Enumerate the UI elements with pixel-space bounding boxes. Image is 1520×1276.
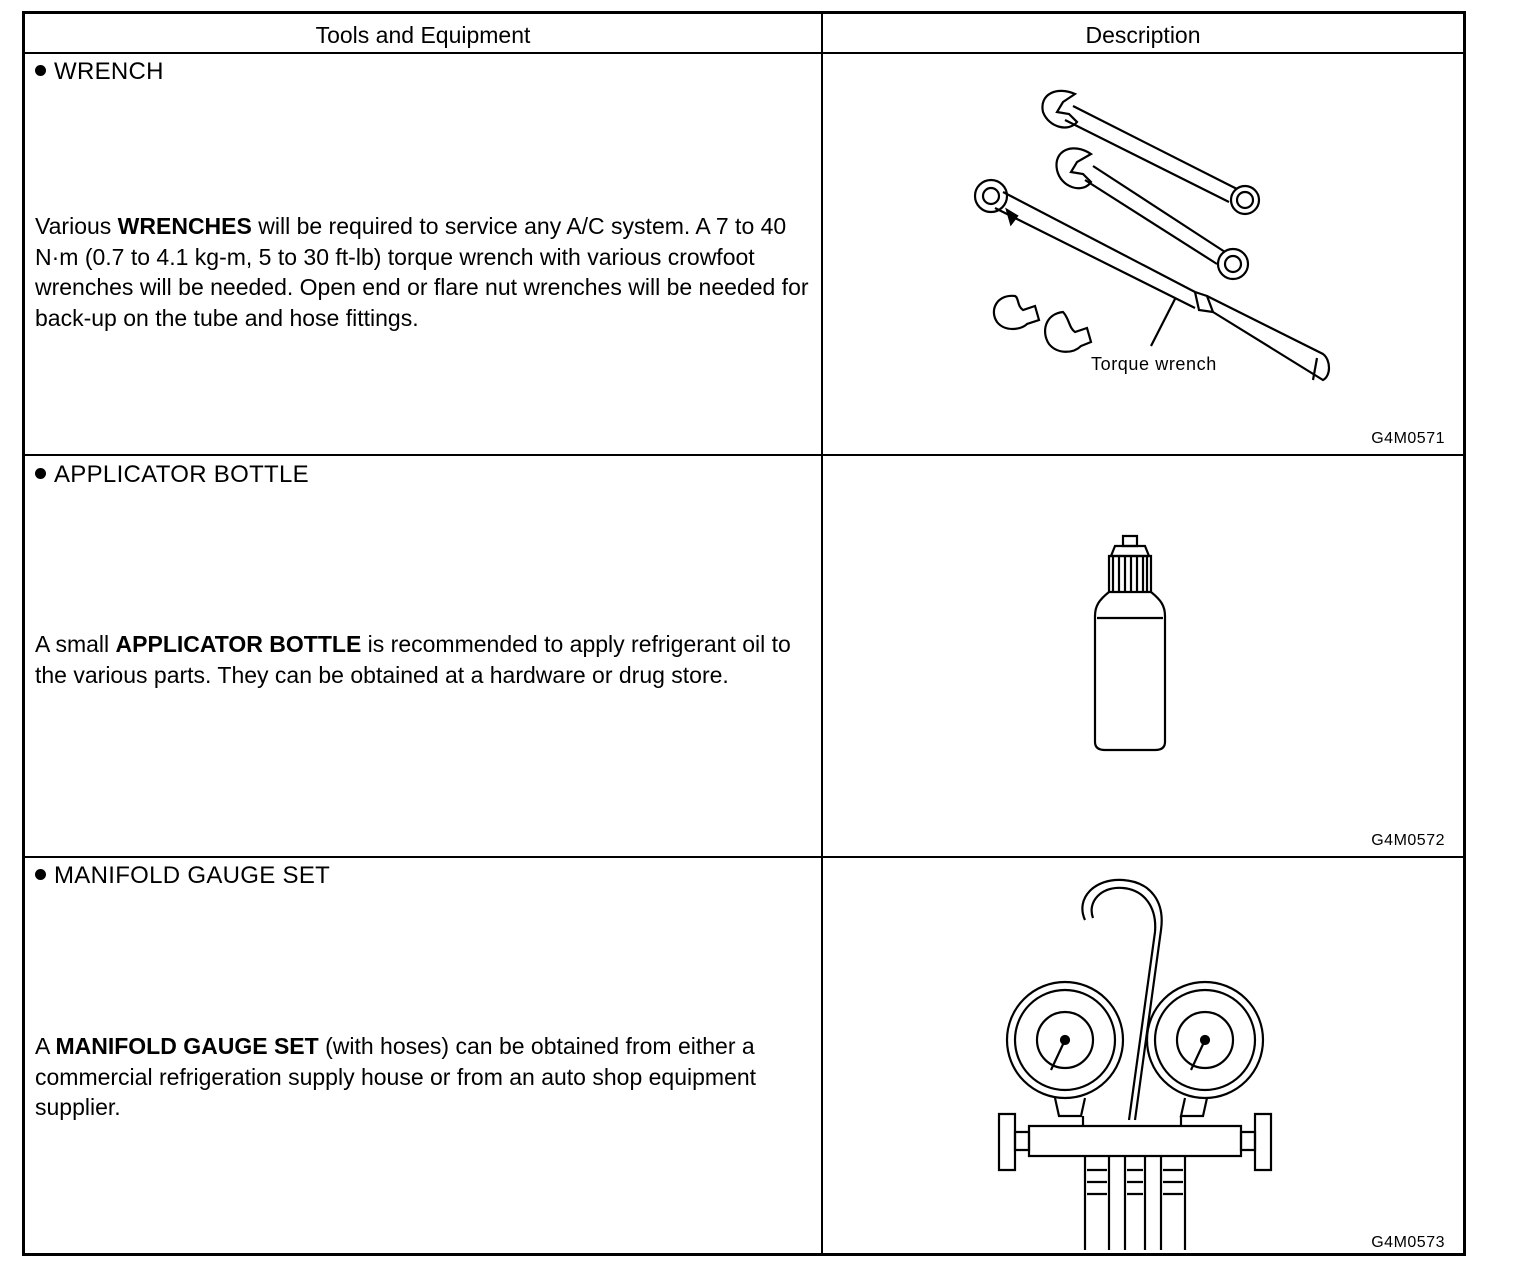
figure-code-applicator-bottle: G4M0572 [1371,832,1445,849]
bullet-icon [35,65,46,76]
row-divider-1 [25,454,1463,456]
row-description-manifold-gauge-set: A MANIFOLD GAUGE SET (with hoses) can be obtained from either a commercial refrigeration supply house or from an auto shop equipment supplier. [35,1033,757,1120]
row-description-wrench: Various WRENCHES will be required to service any A/C system. A 7 to 40 N·m (0.7 to 4.1 kg-m, 5 to 30 ft-lb) torque wrench with various crowfoot wrenches will be needed. Open end or flare nut wrenches will be needed for back-up on the tube and hose fittings. [35,213,809,331]
column-divider [821,14,823,1253]
row-title-applicator-bottle: APPLICATOR BOTTLE [35,461,309,489]
tools-table [22,11,1466,1256]
manifold-gauge-illustration [985,870,1285,1255]
figure-code-manifold-gauge-set: G4M0573 [1371,1234,1445,1251]
row-divider-2 [25,856,1463,858]
header-tools-and-equipment: Tools and Equipment [315,22,531,48]
row-description-applicator-bottle: A small APPLICATOR BOTTLE is recommended to apply refrigerant oil to the various parts. They can be obtained at a hardware or drug store. [35,631,791,688]
row-title-manifold-gauge-set: MANIFOLD GAUGE SET [35,862,330,890]
bullet-icon [35,468,46,479]
wrench-set-illustration [945,84,1345,394]
header-divider [25,52,1463,54]
header-description: Description [1085,22,1201,48]
row-title-wrench: WRENCH [35,58,164,86]
torque-wrench-label: Torque wrench [1091,354,1217,374]
bullet-icon [35,869,46,880]
figure-code-wrench: G4M0571 [1371,430,1445,447]
applicator-bottle-illustration [1085,534,1185,754]
